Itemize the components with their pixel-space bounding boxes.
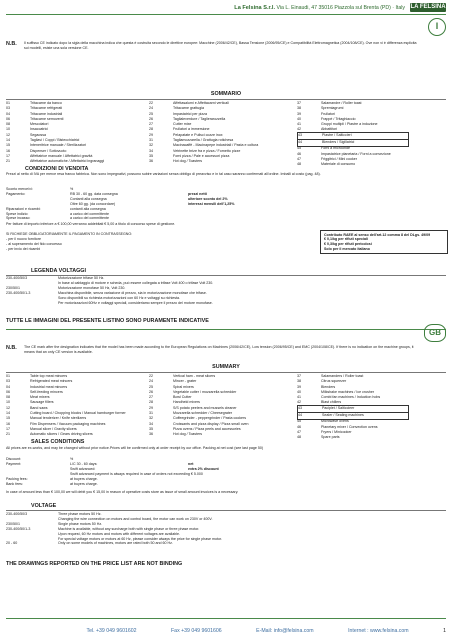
summary-title-it: SOMMARIO <box>210 91 242 97</box>
summary-item-label: Cutter mixe <box>173 122 192 127</box>
summary-page-number: 36 <box>149 159 153 164</box>
summary-item-label: Forni a microonde <box>321 146 350 151</box>
summary-divider-gb <box>6 372 446 373</box>
summary-item-label: Mincer - grater <box>173 379 197 384</box>
summary-item-label: Refrigerated meat mincers <box>30 379 73 384</box>
summary-item-label: Inteneritrice manuale / Sterilizzatori <box>30 143 87 148</box>
section-divider <box>6 329 446 330</box>
voltage-row <box>6 541 446 546</box>
condition-note: net <box>188 461 194 466</box>
condition-value: Swift advanced payment is always required in case of orders not exceeding € 5.000 <box>70 471 203 476</box>
summary-page-number: 35 <box>149 426 153 431</box>
summary-item-label: Hot dog / Toasters <box>173 432 203 437</box>
raee-line: € 0,1/kg per rifiuti speciali <box>324 237 368 242</box>
conditions-intro-it: Prezzi al netto di IVA per merce resa franco fabbrica. Non sono impegnativi, possono subire variazioni senza obbligo di preavviso e in tal caso saranno confermati all'ordine. Imballi al costo (pag. 48). <box>6 172 321 176</box>
summary-item-label: Impastatrici per pizza <box>173 111 207 116</box>
summary-page-number: 04 <box>6 111 10 116</box>
voltage-list-gb <box>6 512 446 546</box>
summary-page-number: 16 <box>6 148 10 153</box>
summary-page-number: 40 <box>297 116 301 121</box>
summary-item-label: Salamanders / Roller toast <box>321 374 364 378</box>
summary-item-label: Tritacarne industriali <box>30 111 63 116</box>
summary-page-number: 47 <box>297 157 301 162</box>
summary-item <box>297 162 409 167</box>
summary-page-number: 28 <box>149 400 153 405</box>
summary-page-number: 39 <box>297 111 301 116</box>
summary-item-label: Piastre / Salticcieri <box>322 133 352 138</box>
footer-website[interactable]: Internet : www.felsina.com <box>348 628 409 634</box>
footer-tel: Tel. +39 049 9601602 <box>86 628 137 634</box>
voltage-code: 230-400/50/3 <box>6 512 28 516</box>
summary-page-number: 31 <box>149 138 153 143</box>
summary-item-label: S/S potato peelers and mussels cleaner <box>173 405 237 410</box>
condition-key: Spese indizio: <box>6 211 29 216</box>
summary-item-label: Pizza ovens / Pizza peels and accessories <box>173 426 241 431</box>
summary-title-gb: SUMMARY <box>212 364 240 370</box>
voltage-code: 230/50/1 <box>6 521 20 526</box>
summary-page-number: 25 <box>149 384 153 389</box>
summary-item-label: Friggitrici / Mini cooker <box>321 157 357 162</box>
summary-item-label: Vetrinette brize fra e pizza / Fornetto pizze <box>173 148 241 153</box>
disclaimer-gb: THE DRAWINGS REPORTED ON THE PRICE LIST ARE NOT BINDING <box>6 561 183 567</box>
voltage-code: 230/50/1 <box>6 285 20 290</box>
summary-item-label: Affettatrice manuale / Affettatrici gravità <box>30 153 93 158</box>
summary-page-number: 08 <box>6 122 10 127</box>
summary-item-label: Affettasalumi e Affettacarni verticali <box>173 101 229 105</box>
summary-page-number: 27 <box>149 395 153 400</box>
summary-item-label: Frullatori <box>321 111 335 116</box>
voltage-description: Per motorizzazioni 60Hz e voltaggi speciali, consideriamo sempre il prezzo del motore monofase. <box>58 300 213 305</box>
summary-item-label: Gruppi multipli / Piastre a induzione <box>321 122 378 127</box>
summary-item-label: Segaossa <box>30 132 46 137</box>
summary-page-number: 27 <box>149 122 153 127</box>
summary-item <box>297 435 409 440</box>
summary-page-number: 38 <box>297 379 301 384</box>
summary-page-number: 39 <box>297 384 301 389</box>
summary-page-number: 48 <box>297 162 301 167</box>
summary-page-number: 34 <box>149 148 153 153</box>
voltage-title-gb: VOLTAGE <box>31 503 57 509</box>
page-header <box>105 5 405 11</box>
raee-line: € 0,3/kg per rifiuti pericolosi <box>324 241 372 246</box>
summary-item-label: Frullatori a immersione <box>173 127 210 132</box>
summary-page-number: 03 <box>6 379 10 384</box>
summary-item-label: Tritacarne da banco <box>30 101 62 105</box>
voltage-description: Three phase motors 50 Hz. <box>58 512 102 516</box>
summary-item-label: Citrus squeezer <box>321 379 347 384</box>
summary-page-number: 36 <box>149 432 153 437</box>
summary-item-label: Milkshake machines / Ice crusher <box>321 389 375 394</box>
summary-item-label: Spremiagrumi <box>321 106 344 111</box>
condition-note: prezzi netti <box>188 191 207 196</box>
summary-page-number: 22 <box>149 101 153 105</box>
condition-key: Payment: <box>6 461 22 466</box>
page-number: 1 <box>443 628 446 634</box>
summary-item-label: Vertical ham - meat slicers <box>173 374 216 378</box>
summary-page-number: 40 <box>297 389 301 394</box>
summary-page-number: 14 <box>6 138 10 143</box>
summary-divider-it <box>6 99 446 100</box>
condition-value: % <box>70 187 74 191</box>
summary-page-number: 41 <box>297 122 301 127</box>
voltage-description: Sono disponibili su richiesta motorizzazioni con 60 Hz e voltaggi su richiesta. <box>58 295 181 300</box>
summary-item-label: Industrial meat mincers <box>30 384 68 389</box>
summary-item-label: Manual tenderizer / Knife sterilizers <box>30 416 87 421</box>
condition-key: Pagamento: <box>6 191 26 196</box>
summary-page-number: 32 <box>149 143 153 148</box>
condition-value: L/C 30 - 60 days: <box>70 461 98 466</box>
summary-item-label: Insaccatrici <box>30 127 48 132</box>
condition-key: Sconto merce/vi: <box>6 187 33 191</box>
summary-page-number: 06 <box>6 116 10 121</box>
summary-page-number: 29 <box>149 132 153 137</box>
summary-page-number: 17 <box>6 426 10 431</box>
condition-key: Discount: <box>6 457 21 461</box>
summary-item-label: Abbattitori <box>321 127 338 132</box>
voltage-description: Only on some models of machines, motors are rated both 50 and 60 Hz. <box>58 541 173 546</box>
summary-page-number: 28 <box>149 127 153 132</box>
voltage-code: 20 - 60 <box>6 541 18 546</box>
summary-item-label: Forni pizza / Pale e accessori pizza <box>173 153 230 158</box>
voltage-description: Changing the wire connection on motors and control board, the motor can work on 230V or 400V. <box>58 516 213 521</box>
summary-col-it-3 <box>297 101 409 168</box>
condition-row <box>6 216 286 221</box>
nb-label-gb: N.B. <box>6 345 17 351</box>
language-badge-gb: GB <box>424 324 446 342</box>
cash-note-it <box>6 232 226 252</box>
voltage-code <box>6 301 58 306</box>
summary-item-label: Tagliamozzarella / Grattugia rotichesa <box>173 138 234 143</box>
summary-page-number: 14 <box>6 411 10 416</box>
summary-page-number: 24 <box>149 106 153 111</box>
summary-item-label: Impastatrice planetaria / Forni a convezione <box>321 151 391 156</box>
summary-page-number: 47 <box>297 430 301 435</box>
page-footer <box>6 628 446 634</box>
summary-item-label: Meat mixers <box>30 395 50 400</box>
summary-item-label: Salamandre / Roller toast <box>321 101 362 105</box>
summary-page-number: 04 <box>6 384 10 389</box>
voltage-divider-gb <box>6 510 446 511</box>
summary-item-label: Manual slicer / Gravity slicers <box>30 426 77 431</box>
condition-value: a carico del committente <box>70 216 109 221</box>
summary-item-label: Macinacaffè - Macinapepe industriali / Pasta e coltura <box>173 143 259 148</box>
raee-note-box <box>320 230 448 254</box>
summary-item-label: Paciplet / Salticcieer <box>322 406 355 411</box>
summary-item-label: Band saws <box>30 405 48 410</box>
summary-page-number: 26 <box>149 389 153 394</box>
summary-page-number: 37 <box>297 101 301 105</box>
voltage-code: 230-400/50/1-3 <box>6 290 31 295</box>
summary-page-number: 08 <box>6 395 10 400</box>
summary-item-label: Combi fan machines / Induction hobs <box>321 395 381 400</box>
summary-item-label: Croissants and pizza display / Pizza small oven <box>173 421 249 426</box>
cash-item: - al superamento del fido concesso <box>6 241 62 246</box>
summary-item-label: Frappè / Tritaghiaccio <box>321 116 356 121</box>
conditions-list-gb <box>6 457 446 486</box>
summary-page-number: 22 <box>149 374 153 378</box>
summary-page-number: 31 <box>149 411 153 416</box>
footer-fax: Fax +39 049 9601606 <box>171 628 222 634</box>
summary-page-number: 41 <box>297 395 301 400</box>
summary-item-label: Sealer / Sealing machines <box>322 413 364 418</box>
conditions-title-gb: SALES CONDITIONS <box>31 439 85 445</box>
summary-page-number: 17 <box>6 153 10 158</box>
summary-page-number: 15 <box>6 143 10 148</box>
condition-value: Contanti alla consegna <box>70 196 107 201</box>
summary-page-number: 42 <box>297 400 301 405</box>
summary-item-label: Spiral mixers <box>173 384 194 389</box>
condition-value: % <box>70 457 74 461</box>
summary-item-label: Blenders / Sigillatrici <box>322 140 355 145</box>
summary-item-label: Vegetable cutter / mozzarella schredder <box>173 389 237 394</box>
voltage-description: Single phase motors 50 Hz. <box>58 521 103 526</box>
summary-page-number: 43 <box>298 133 302 138</box>
summary-item-label: Taglialeverdure / Taglierarozzella <box>173 116 226 121</box>
summary-item <box>149 159 291 164</box>
summary-item-label: Mozzarella schredder / Cheesegrater <box>173 411 233 416</box>
condition-key: Spese incasso: <box>6 216 31 221</box>
summary-page-number: 44 <box>298 140 302 145</box>
cash-note-title: SI RICHIEDE OBBLIGATORIAMENTE IL PAGAMENTO IN CONTRASSEGNO: <box>6 232 133 236</box>
voltage-description: Macchina disponibile, senza variazione di prezzo, sia in motorizzazione monofase che trifase. <box>58 290 207 295</box>
condition-note: extra 2% discount <box>188 466 219 471</box>
summary-page-number: 03 <box>6 106 10 111</box>
voltage-row <box>6 301 446 306</box>
summary-item-label: Table top meat mincers <box>30 374 68 378</box>
footer-divider <box>6 618 446 619</box>
condition-value: Swift advanced: <box>70 466 96 471</box>
summary-item-label: Fryers / Minicooker <box>321 430 352 435</box>
conditions-tail-it: Per fatture di importo inferiore a € 100,00 verranno addebitati € 5,00 a titolo di concorso spese di gestione. <box>6 222 176 226</box>
felsina-logo: LA FELSINA <box>410 4 446 10</box>
summary-col-gb-2 <box>149 374 291 438</box>
summary-page-number: 25 <box>149 111 153 116</box>
summary-page-number: 16 <box>6 421 10 426</box>
summary-page-number: 42 <box>297 127 301 132</box>
language-badge-it: I <box>428 18 446 36</box>
summary-item-label: Spare parts <box>321 435 340 440</box>
conditions-intro-gb: All prices are ex-works, and may be changed without prior notice.Prices will be confirmed only at order receipt by our office. Packing at net cost (see last page 50) <box>6 446 264 450</box>
header-divider <box>6 14 446 15</box>
summary-page-number: 21 <box>6 159 10 164</box>
summary-page-number: 24 <box>149 379 153 384</box>
condition-value: Oltre 60 gg. (da concordare) <box>70 201 116 206</box>
summary-col-it-1 <box>6 101 146 165</box>
summary-item-label: Automatic slicers / Gears driving slicers <box>30 432 93 437</box>
summary-item-label: Tritacarne grattugia <box>173 106 205 111</box>
summary-item <box>6 159 146 164</box>
summary-page-number: 34 <box>149 421 153 426</box>
voltage-description: Motorizzazione trifase 50 Hz. <box>58 276 105 280</box>
summary-page-number: 44 <box>298 413 302 418</box>
raee-line: Solo per il mercato italiano <box>324 246 370 251</box>
disclaimer-it: TUTTE LE IMMAGINI DEL PRESENTE LISTINO SONO PURAMENTE INDICATIVE <box>6 318 209 324</box>
summary-page-number: 12 <box>6 405 10 410</box>
voltage-description: For special voltage motors or motors at 60 Hz, please consider always the price for single phase motor. <box>58 536 222 541</box>
summary-page-number: 32 <box>149 416 153 421</box>
summary-item-label: Hot dog / Toasters <box>173 159 203 164</box>
summary-page-number: 45 <box>297 419 301 424</box>
summary-item-label: Cutting board / Chopping blocks / Manual hamburger former <box>30 411 126 416</box>
condition-value: at buyers charge. <box>70 481 98 486</box>
summary-page-number: 12 <box>6 132 10 137</box>
summary-page-number: 46 <box>297 151 301 156</box>
conditions-tail-gb: In case of amount less than € 100,00 we will debit you € 15,00 in reason of operative costs store as issue of small amount invoices is a necessary. <box>6 490 239 494</box>
summary-page-number: 48 <box>297 435 301 440</box>
summary-page-number: 26 <box>149 116 153 121</box>
summary-item-label: Blenders <box>321 384 336 389</box>
summary-item <box>6 432 146 437</box>
voltage-code: 230-400/50/1-3 <box>6 526 31 531</box>
summary-col-gb-1 <box>6 374 146 438</box>
summary-page-number: 38 <box>297 106 301 111</box>
summary-item-label: Film Dispensers / Vacuum packaging machines <box>30 421 106 426</box>
summary-page-number: 15 <box>6 416 10 421</box>
condition-value: RB 30 - 60 gg. data consegna <box>70 191 118 196</box>
summary-item-label: Coffeegrinder - peppergrinder / Pasta cookers <box>173 416 247 421</box>
condition-key: Riparazioni e ricambi: <box>6 206 41 211</box>
voltage-description: Upon request, 60 Hz motors and motors with different voltages are available. <box>58 531 180 536</box>
condition-value: a carico del committente <box>70 211 109 216</box>
summary-item-label: Handheld mixers <box>173 400 200 405</box>
summary-item-label: Tritacarne refrigerati <box>30 106 63 111</box>
summary-item-label: Mescolatori <box>30 122 49 127</box>
conditions-title-it: CONDIZIONI DI VENDITA <box>25 166 89 172</box>
voltage-description: Motorizzazione monofase 50 Hz, Volt 230. <box>58 285 126 290</box>
summary-page-number: 10 <box>6 400 10 405</box>
cash-item: - per invio dei ricambi <box>6 246 41 251</box>
summary-item-label: Self-feeding mincers <box>30 389 63 394</box>
summary-col-gb-3 <box>297 374 409 441</box>
summary-page-number: 35 <box>149 153 153 158</box>
nb-label-it: N.B. <box>6 41 17 47</box>
summary-item-label: Pelapatate e Pulisci cozze inox <box>173 132 223 137</box>
voltage-title-it: LEGENDA VOLTAGGI <box>31 268 87 274</box>
summary-page-number: 29 <box>149 405 153 410</box>
conditions-list-it <box>6 187 286 221</box>
condition-value: contanti alla consegna <box>70 206 106 211</box>
summary-page-number: 43 <box>298 406 302 411</box>
summary-item-label: Microwave ovens <box>321 419 349 424</box>
summary-item-label: Sausage fillers <box>30 400 54 405</box>
summary-item-label: Tritacarne semoventi <box>30 116 64 121</box>
summary-page-number: 10 <box>6 127 10 132</box>
summary-page-number: 06 <box>6 389 10 394</box>
cash-item: - per il nuovo fornitore <box>6 236 41 241</box>
nb-text-it: Il suffisso CE indicato dopo la sigla della macchina indica che questa è costruita secondo le direttive europee: Macchine (2006/42/CE), Bassa Tensione (2006/95/CE) e Compatibilità Elettromagnetica (2004/108/CE). Ove non vi è differenza esplicita sui modelli, esiste una sola versione CE. <box>24 41 417 50</box>
condition-key: Bank fees: <box>6 481 23 486</box>
summary-item-label: Planetary mixer / Convection ovens <box>321 424 378 429</box>
summary-page-number: 46 <box>297 424 301 429</box>
footer-email[interactable]: E-Mail: info@felsina.com <box>256 628 314 634</box>
nb-text-gb: The CE mark after the designation indicates that the model has been made according to the European Regulations on Machines (2006/42/CE), Low tension (2006/95/CE) and EMC (2004/108/CE). If there is no indication on the machine groups, it means that an only CE version is available. <box>24 345 414 354</box>
condition-value: at buyers charge. <box>70 476 98 481</box>
summary-item-label: Blast chillers <box>321 400 342 405</box>
summary-page-number: 01 <box>6 101 10 105</box>
summary-page-number: 45 <box>297 146 301 151</box>
company-name: La Felsina S.r.l. <box>234 5 276 11</box>
condition-note: ulteriore sconto del 2% <box>188 196 228 201</box>
condition-row <box>6 482 446 487</box>
summary-page-number: 01 <box>6 374 10 378</box>
summary-item-label: Bowl Cutter <box>173 395 192 400</box>
voltage-list-it <box>6 276 446 305</box>
summary-page-number: 21 <box>6 432 10 437</box>
summary-item-label: Dispenser / Sottovuoto <box>30 148 67 153</box>
summary-item-label: Affettatrice automatiche / Affettatrici ingranaggi <box>30 159 105 164</box>
voltage-description: In base al cablaggio di motore e scheda, può essere collegata a trifase Volt 400 o trifase Volt 230. <box>58 280 214 285</box>
summary-item-label: Tagliavi / Coppi / Bistecchiatrici <box>30 138 80 143</box>
summary-col-it-2 <box>149 101 291 165</box>
condition-key: Packing fees: <box>6 476 28 481</box>
raee-line: Contributo RAEE al senso dell'art.12 comma 8 del DLgs. 49/09 <box>324 232 431 237</box>
company-address: Via L. Einaudi, 47 35016 Piazzola sul Brenta (PD) · Italy <box>276 5 405 11</box>
summary-page-number: 37 <box>297 374 301 378</box>
summary-item-label: Materiale di consumo <box>321 162 356 167</box>
condition-note: interessi mensili dell'1,25% <box>188 201 235 206</box>
voltage-description: Machine is available, without any surcharge both with single phase or three phase motor. <box>58 526 200 531</box>
summary-item <box>149 432 291 437</box>
voltage-code: 230-400/50/3 <box>6 276 28 280</box>
